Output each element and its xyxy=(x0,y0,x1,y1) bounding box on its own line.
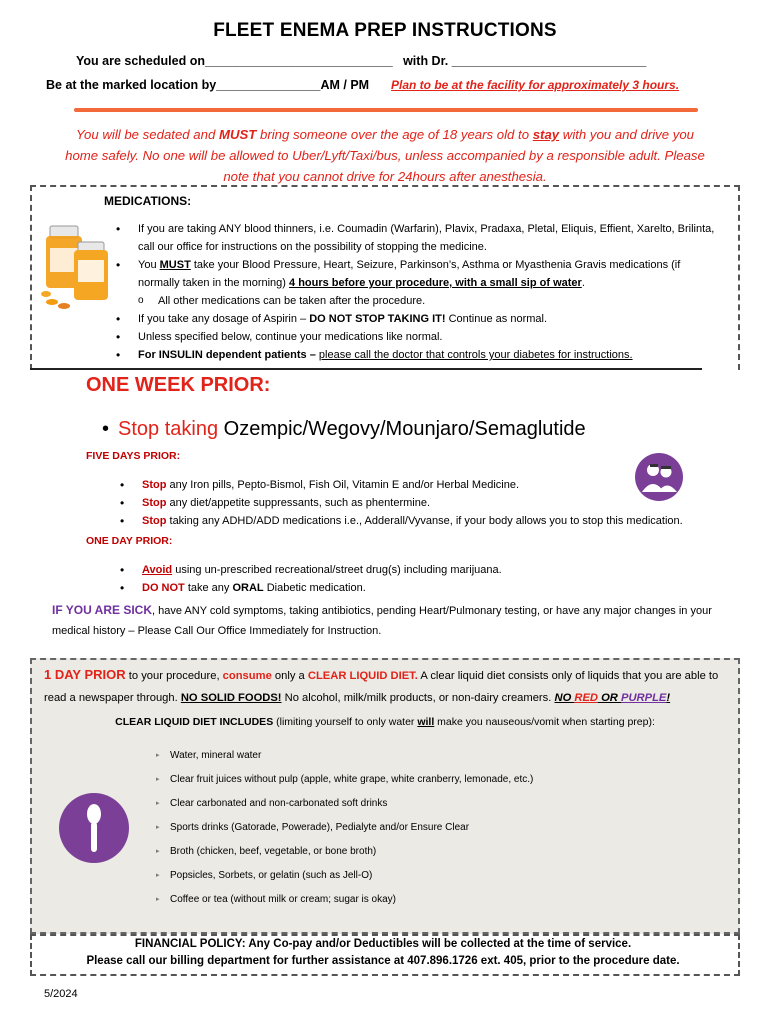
location-line: Be at the marked location by_______________AM / PM xyxy=(46,78,370,92)
list-item: • DO NOT take any ORAL Diabetic medication. xyxy=(114,579,734,597)
list-subitem: o All other medications can be taken after the procedure. xyxy=(110,292,720,310)
one-week-item: • Stop taking Ozempic/Wegovy/Mounjaro/Semaglutide xyxy=(118,418,586,441)
five-days-heading: FIVE DAYS PRIOR: xyxy=(86,450,181,462)
medications-heading: MEDICATIONS: xyxy=(104,194,192,208)
list-item: • For INSULIN dependent patients – please call the doctor that controls your diabetes for instructions. xyxy=(110,346,720,364)
list-item: ▸ Clear carbonated and non-carbonated soft drinks xyxy=(156,792,533,816)
list-item: ▸ Clear fruit juices without pulp (apple, white grape, white cranberry, lemonade, etc.) xyxy=(156,768,533,792)
list-item: ▸ Water, mineral water xyxy=(156,744,533,768)
list-item: • If you are taking ANY blood thinners, i.e. Coumadin (Warfarin), Plavix, Pradaxa, Pletal, Eliquis, Effient, Xarelto, Brilinta, call our office for instructions on the possibility of stopping the medicine. xyxy=(110,220,720,256)
clear-liquid-intro: 1 DAY PRIOR to your procedure, consume only a CLEAR LIQUID DIET. A clear liquid diet consists only of liquids that you are able to read a newspaper through. NO SOLID FOODS! No alcohol, milk/milk products, or non-dairy creamers. NO RED OR PURPLE! xyxy=(44,667,719,704)
plan-note: Plan to be at the facility for approximately 3 hours. xyxy=(391,78,680,92)
one-week-heading: ONE WEEK PRIOR: xyxy=(86,374,271,396)
scheduled-line: You are scheduled on___________________________ with Dr. ____________________________ xyxy=(76,54,647,68)
list-item: • Unless specified below, continue your medications like normal. xyxy=(110,328,720,346)
list-item: • You MUST take your Blood Pressure, Heart, Seizure, Parkinson’s, Asthma or Myasthenia Gravis medications (if normally taken in the morning) 4 hours before your procedure, with a small sip of water. xyxy=(110,256,720,292)
page-title: FLEET ENEMA PREP INSTRUCTIONS xyxy=(213,20,557,41)
list-item: • Avoid using un-prescribed recreational/street drug(s) including marijuana. xyxy=(114,561,734,579)
list-item: ▸ Coffee or tea (without milk or cream; sugar is okay) xyxy=(156,888,533,912)
list-item: ▸ Sports drinks (Gatorade, Powerade), Pedialyte and/or Ensure Clear xyxy=(156,816,533,840)
one-day-list xyxy=(114,561,734,597)
list-item: • Stop any diet/appetite suppressants, such as phentermine. xyxy=(114,494,734,512)
five-days-list xyxy=(114,476,734,530)
one-day-heading: ONE DAY PRIOR: xyxy=(86,535,173,547)
list-item: ▸ Broth (chicken, beef, vegetable, or bone broth) xyxy=(156,840,533,864)
clear-liquid-includes: CLEAR LIQUID DIET INCLUDES (limiting yourself to only water will make you nauseous/vomit when starting prep): xyxy=(115,716,655,728)
pill-bottles-icon xyxy=(38,212,120,312)
sedation-warning: You will be sedated and MUST bring someone over the age of 18 years old to stay with you and drive you home safely. No one will be allowed to Uber/Lyft/Taxi/bus, unless accompanied by a responsible adult. Please note that you cannot drive for 24hours after anesthesia. xyxy=(65,127,705,184)
revision-date: 5/2024 xyxy=(44,988,78,1000)
financial-policy: FINANCIAL POLICY: Any Co-pay and/or Deductibles will be collected at the time of service. Please call our billing department for further assistance at 407.896.1726 ext. 405, prior to the procedure date. xyxy=(86,938,680,967)
divider xyxy=(30,368,702,370)
sick-notice: IF YOU ARE SICK, have ANY cold symptoms, taking antibiotics, pending Heart/Pulmonary testing, or have any major changes in your medical history – Please Call Our Office Immediately for Instruction. xyxy=(52,603,712,637)
spoon-icon xyxy=(58,792,130,864)
medications-list xyxy=(110,220,720,364)
list-item: • Stop any Iron pills, Pepto-Bismol, Fish Oil, Vitamin E and/or Herbal Medicine. xyxy=(114,476,734,494)
divider xyxy=(74,108,698,112)
list-item: • Stop taking any ADHD/ADD medications i.e., Adderall/Vyvanse, if your body allows you to stop this medication. xyxy=(114,512,734,530)
list-item: ▸ Popsicles, Sorbets, or gelatin (such as Jell-O) xyxy=(156,864,533,888)
clear-liquid-list xyxy=(156,744,533,912)
list-item: • If you take any dosage of Aspirin – DO NOT STOP TAKING IT! Continue as normal. xyxy=(110,310,720,328)
